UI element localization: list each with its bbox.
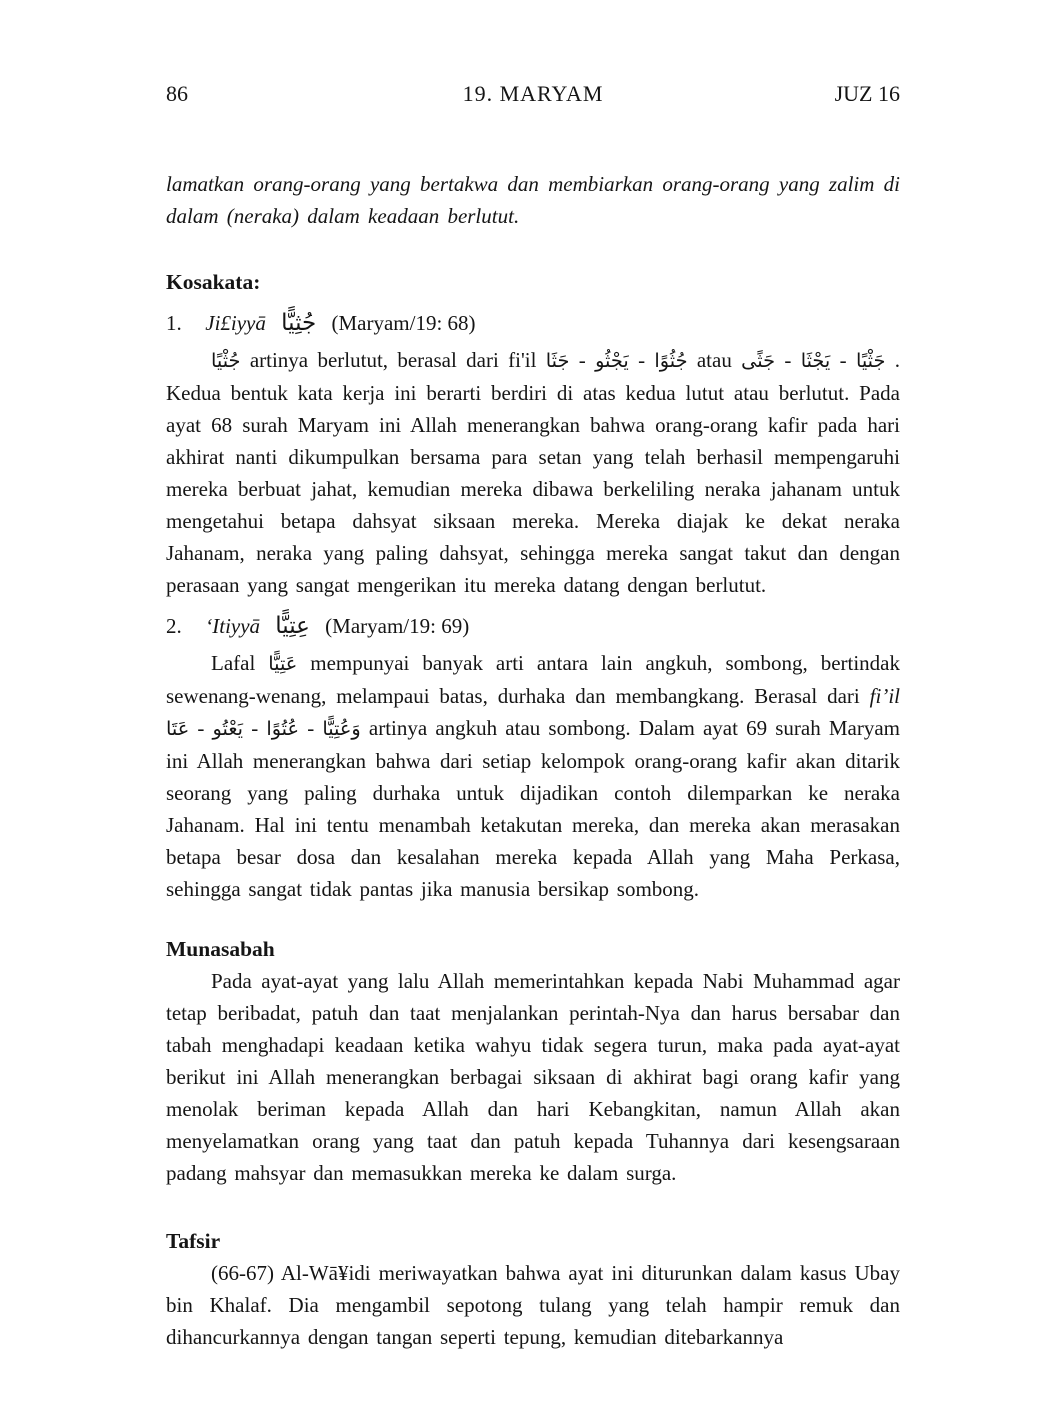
tafsir-paragraph: (66-67) Al-Wā¥idi meriwayatkan bahwa ayat ini diturunkan dalam kasus Ubay bin Khalaf. Dia mengambil sepotong tulang yang telah hampir remuk dan dihancurkannya dengan tangan seperti tepung, kemudian ditebarkannya	[166, 1261, 900, 1349]
continued-paragraph: lamatkan orang-orang yang bertakwa dan membiarkan orang-orang yang zalim di dalam (neraka) dalam keadaan berlutut.	[166, 172, 900, 228]
section-heading-munasabah: Munasabah	[166, 937, 275, 961]
item-transliteration: Ji£iyyā	[205, 311, 266, 335]
inline-arabic-text: وَعُتِيًّا	[322, 717, 361, 740]
inline-arabic-text: يَجْثَا	[800, 349, 831, 372]
inline-text: atau	[687, 348, 742, 372]
inline-text: -	[628, 348, 655, 372]
inline-italic-text: fi’il	[869, 684, 900, 708]
juz-label: JUZ 16	[834, 81, 900, 106]
kosakata-item-2-paragraph	[166, 647, 900, 905]
item-arabic-word: عِتِيًّا	[275, 613, 310, 639]
inline-text: . Kedua bentuk kata kerja ini berarti berdiri di atas kedua lutut atau berlutut. Pada ayat 68 surah Maryam ini Allah menerangkan bahwa orang-orang kafir pada hari akhirat nanti dikumpulkan bersama para setan yang telah berhasil mempengaruhi mereka berbuat jahat, kemudian mereka dibawa berkeliling neraka jahanam untuk mengetahui betapa dahsyat siksaan mereka. Mereka diajak ke dekat neraka Jahanam, neraka yang paling dahsyat, sehingga mereka sangat takut dan dengan perasaan yang sangat mengerikan itu mereka datang dengan berlutut.	[166, 348, 901, 597]
inline-arabic-text: يَعْتُو	[212, 717, 244, 740]
inline-arabic-text: عَتَا	[166, 717, 190, 740]
inline-text: artinya berlutut, berasal dari fi'il	[240, 348, 546, 372]
page-header	[166, 78, 900, 110]
inline-arabic-text: جَثًى	[741, 349, 776, 372]
inline-arabic-text: يَجْثُو	[595, 349, 629, 372]
inline-arabic-text: جُثْيًا	[211, 349, 241, 372]
inline-text: -	[830, 348, 856, 372]
inline-arabic-text: جُثُوًا	[654, 349, 688, 372]
inline-arabic-text: عُتُوًا	[266, 717, 300, 740]
kosakata-item-2	[166, 605, 900, 647]
kosakata-item-1-paragraph	[166, 344, 900, 601]
inline-text: -	[189, 716, 213, 740]
inline-arabic-text: جَثَا	[545, 349, 570, 372]
inline-arabic-text: جَثْيًا	[855, 349, 886, 372]
running-title: 19. MARYAM	[462, 81, 604, 106]
section-heading-tafsir: Tafsir	[166, 1229, 221, 1253]
inline-text: mempunyai banyak arti antara lain angkuh, sombong, bertindak sewenang-wenang, melampaui batas, durhaka dan membangkang. Berasal dari	[166, 651, 900, 708]
item-reference: (Maryam/19: 68)	[331, 311, 476, 335]
inline-text: -	[299, 716, 323, 740]
inline-text: -	[569, 348, 596, 372]
page-number: 86	[166, 81, 188, 106]
section-heading-kosakata: Kosakata:	[166, 270, 261, 294]
munasabah-paragraph: Pada ayat-ayat yang lalu Allah memerintahkan kepada Nabi Muhammad agar tetap beribadat, patuh dan taat menjalankan perintah-Nya dan harus bersabar dan tabah menghadapi keadaan ketika wahyu tidak segera turun, maka pada ayat-ayat berikut ini Allah menerangkan berbagai siksaan di akhirat bagi orang kafir yang menolak beriman kepada Allah dan hari Kebangkitan, namun Allah akan menyelamatkan orang yang taat dan patuh kepada Tuhannya dari kesengsaraan padang mahsyar dan memasukkan mereka ke dalam surga.	[166, 969, 900, 1185]
inline-text: Lafal	[211, 651, 269, 675]
inline-text: artinya angkuh atau sombong. Dalam ayat 69 surah Maryam ini Allah menerangkan bahwa dari setiap kelompok orang-orang kafir akan ditarik seorang yang paling durhaka untuk dijadikan contoh dilemparkan ke neraka Jahanam. Hal ini tentu menambah ketakutan mereka, dan mereka akan merasakan betapa besar dosa dan kesalahan mereka kepada Allah yang Maha Perkasa, sehingga sangat tidak pantas jika manusia bersikap sombong.	[166, 716, 901, 901]
item-number: 1.	[166, 311, 182, 335]
item-reference: (Maryam/19: 69)	[325, 614, 470, 638]
kosakata-item-1	[166, 302, 900, 344]
item-number: 2.	[166, 614, 182, 638]
item-arabic-word: جُثِيًّا	[281, 310, 317, 336]
inline-arabic-text: عَتِيًّا	[268, 652, 298, 675]
item-transliteration: ‘Itiyyā	[205, 614, 261, 638]
inline-text: -	[243, 716, 267, 740]
inline-text: -	[775, 348, 801, 372]
